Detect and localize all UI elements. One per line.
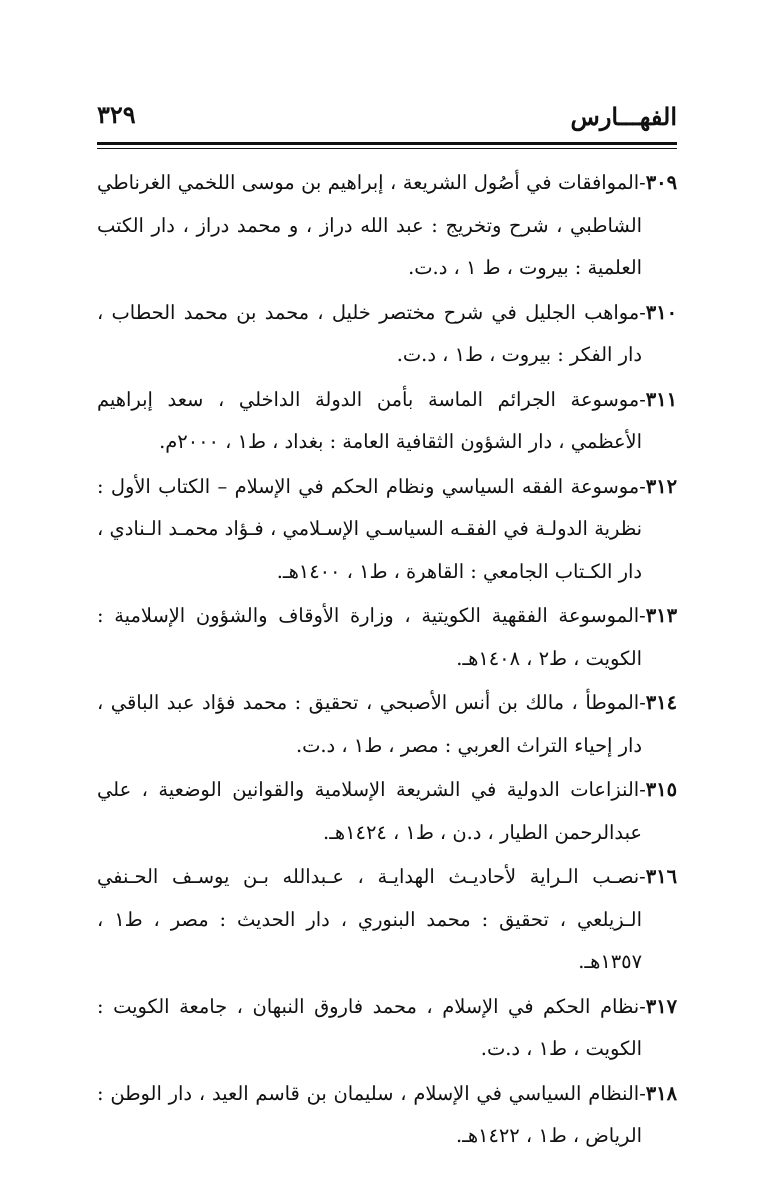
bibliography-entry xyxy=(97,595,677,680)
entry-text: -الموافقات في أصُول الشريعة ، إبراهيم بن موسى اللخمي الغرناطي الشاطبي ، شرح وتخريج : عبد الله دراز ، و محمد دراز ، دار الكتب العلمية : بيروت ، ط ١ ، د.ت. xyxy=(97,171,646,279)
entry-text: -النظام السياسي في الإسلام ، سليمان بن قاسم العيد ، دار الوطن : الرياض ، ط١ ، ١٤٢٢هـ. xyxy=(97,1081,646,1147)
bibliography-entry xyxy=(97,292,677,377)
entry-number: ٣١١ xyxy=(645,387,677,411)
header-rule-thick xyxy=(97,142,677,145)
bibliography-entry xyxy=(97,682,677,767)
bibliography-entry xyxy=(97,379,677,464)
entry-text: -الموطأ ، مالك بن أنس الأصبحي ، تحقيق : محمد فؤاد عبد الباقي ، دار إحياء التراث العربي : مصر ، ط١ ، د.ت. xyxy=(97,691,646,757)
bibliography-entry xyxy=(97,1073,677,1158)
bibliography-entry xyxy=(97,162,677,290)
entry-number: ٣١٢ xyxy=(645,474,677,498)
running-header xyxy=(97,98,677,142)
entry-text: -الموسوعة الفقهية الكويتية ، وزارة الأوقاف والشؤون الإسلامية : الكويت ، ط٢ ، ١٤٠٨هـ. xyxy=(97,604,646,670)
page-number: ٣٢٩ xyxy=(97,100,136,129)
entry-number: ٣١٠ xyxy=(645,300,677,324)
entry-number: ٣١٧ xyxy=(645,994,677,1018)
section-title: الفهـــارس xyxy=(570,102,677,131)
entry-text: -نصـب الـراية لأحاديـث الهدايـة ، عـبدالله بـن يوسـف الحـنفي الـزيلعي ، تحقيق : محمد البنوري ، دار الحديث : مصر ، ط١ ، ١٣٥٧هـ. xyxy=(97,865,646,973)
entry-number: ٣١٨ xyxy=(645,1081,677,1105)
entry-text: -موسوعة الفقه السياسي ونظام الحكم في الإسلام – الكتاب الأول : نظرية الدولـة في الفقـه السياسـي الإسـلامي ، فـؤاد محمـد الـنادي ، دار الكـتاب الجامعي : القاهرة ، ط١ ، ١٤٠٠هـ. xyxy=(97,474,646,583)
page xyxy=(97,98,677,1147)
entry-number: ٣١٤ xyxy=(645,691,677,714)
entry-text: -نظام الحكم في الإسلام ، محمد فاروق النبهان ، جامعة الكويت : الكويت ، ط١ ، د.ت. xyxy=(97,994,646,1060)
entry-text: -مواهب الجليل في شرح مختصر خليل ، محمد بن محمد الحطاب ، دار الفكر : بيروت ، ط١ ، د.ت. xyxy=(97,300,646,366)
entry-number: ٣٠٩ xyxy=(645,171,677,194)
bibliography-entry xyxy=(97,769,677,854)
bibliography-entry xyxy=(97,986,677,1071)
entry-number: ٣١٣ xyxy=(645,604,677,627)
bibliography-entry xyxy=(97,466,677,594)
entry-number: ٣١٦ xyxy=(645,865,677,888)
entry-text: -موسوعة الجرائم الماسة بأمن الدولة الداخلي ، سعد إبراهيم الأعظمي ، دار الشؤون الثقافية العامة : بغداد ، ط١ ، ٢٠٠٠م. xyxy=(97,387,646,453)
entry-number: ٣١٥ xyxy=(645,778,677,801)
bibliography-entry xyxy=(97,856,677,984)
bibliography-list xyxy=(97,162,677,1160)
entry-text: -النزاعات الدولية في الشريعة الإسلامية والقوانين الوضعية ، علي عبدالرحمن الطيار ، د.ن ، ط١ ، ١٤٢٤هـ. xyxy=(97,778,646,844)
header-rule-thin xyxy=(97,148,677,149)
